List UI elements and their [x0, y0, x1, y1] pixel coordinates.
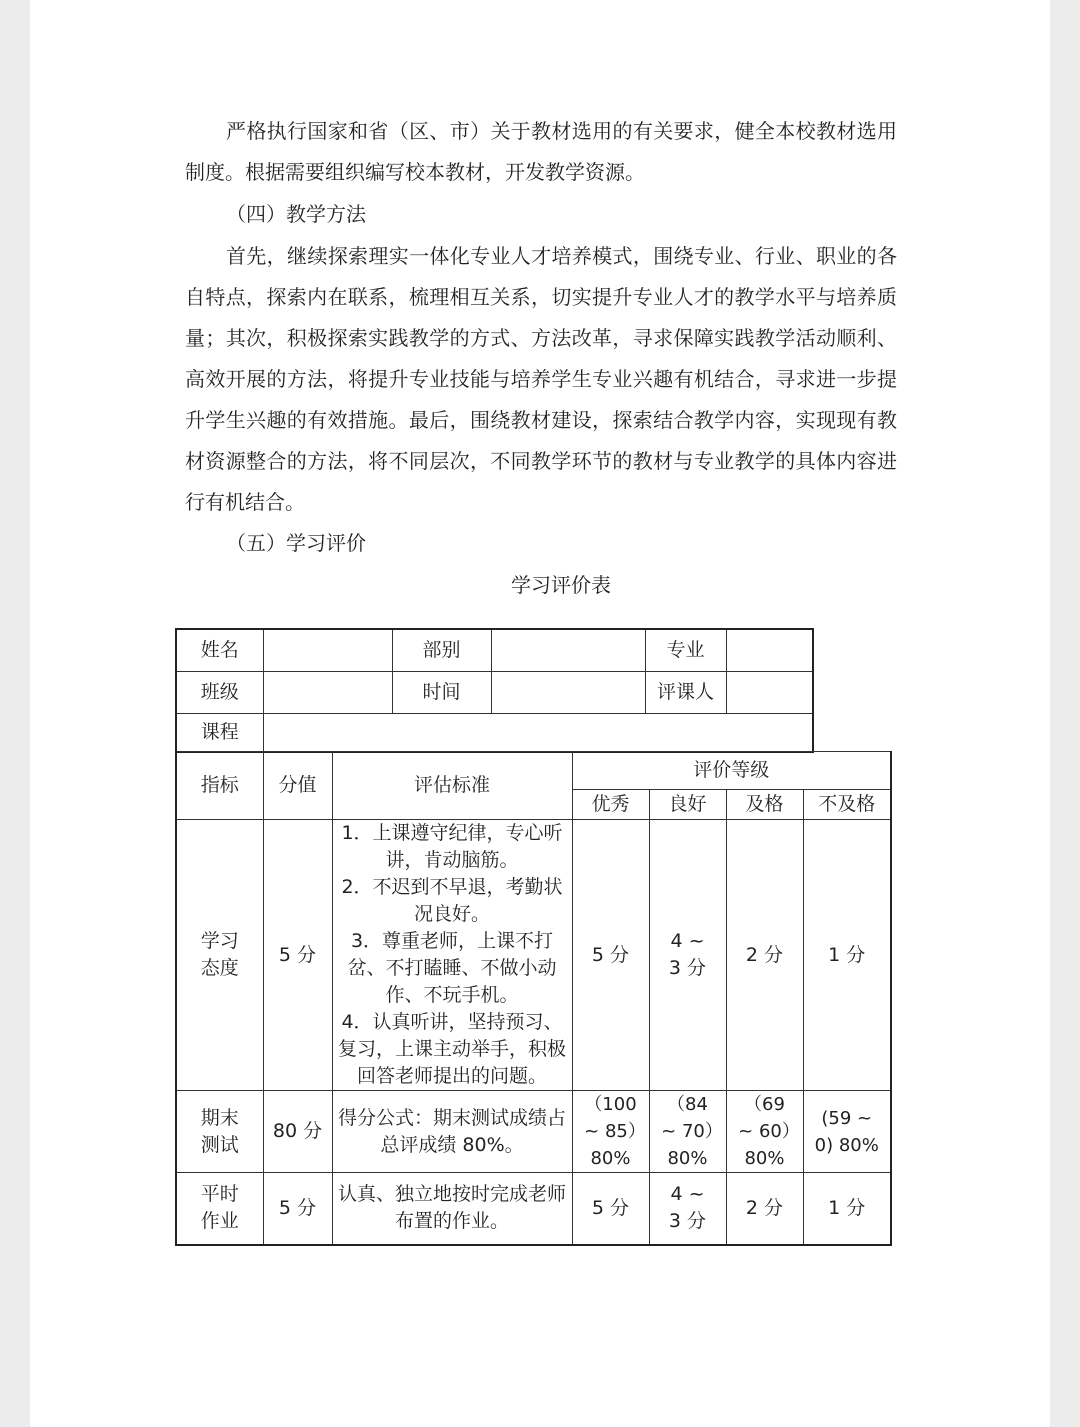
header-fail: 不及格	[803, 790, 891, 820]
label-major: 专业	[645, 629, 726, 671]
table-row	[176, 713, 813, 752]
table-row	[176, 629, 813, 671]
paragraph-textbook: 严格执行国家和省（区、市）关于教材选用的有关要求，健全本校教材选用制度。根据需要组织编写校本教材，开发教学资源。	[185, 119, 897, 184]
heading-teaching-method: （四）教学方法	[226, 202, 366, 226]
label-class: 班级	[176, 671, 263, 713]
row-indicator: 期末测试	[176, 1091, 263, 1173]
row-pass: 2 分	[726, 820, 803, 1091]
value-dept[interactable]	[491, 629, 645, 671]
label-course: 课程	[176, 713, 263, 752]
row-pass: （69 ~ 60）80%	[726, 1091, 803, 1173]
header-excellent: 优秀	[572, 790, 649, 820]
value-name[interactable]	[263, 629, 392, 671]
paragraph-teaching-method: 首先，继续探索理实一体化专业人才培养模式，围绕专业、行业、职业的各自特点，探索内在联系，梳理相互关系，切实提升专业人才的教学水平与培养质量；其次，积极探索实践教学的方式、方法改革，寻求保障实践教学活动顺利、高效开展的方法，将提升专业技能与培养学生专业兴趣有机结合，寻求进一步提升学生兴趣的有效措施。最后，围绕教材建设，探索结合教学内容，实现现有教材资源整合的方法，将不同层次，不同教学环节的教材与专业教学的具体内容进行有机结合。	[185, 244, 897, 514]
row-good: 4 ~ 3 分	[649, 1173, 726, 1245]
row-criteria: 认真、独立地按时完成老师布置的作业。	[332, 1173, 572, 1245]
row-fail: 1 分	[803, 820, 891, 1091]
row-good: （84 ~ 70）80%	[649, 1091, 726, 1173]
header-score: 分值	[263, 752, 332, 820]
value-class[interactable]	[263, 671, 392, 713]
criteria-item: 1．上课遵守纪律，专心听讲，肯动脑筋。	[341, 822, 563, 871]
row-criteria	[332, 820, 572, 1091]
row-excellent: 5 分	[572, 1173, 649, 1245]
row-pass: 2 分	[726, 1173, 803, 1245]
header-pass: 及格	[726, 790, 803, 820]
header-criteria: 评估标准	[332, 752, 572, 820]
value-reviewer[interactable]	[726, 671, 813, 713]
table-row	[176, 671, 813, 713]
header-grade: 评价等级	[572, 752, 891, 790]
value-major[interactable]	[726, 629, 813, 671]
row-good: 4 ~ 3 分	[649, 820, 726, 1091]
row-score: 5 分	[263, 820, 332, 1091]
table-title: 学习评价表	[511, 573, 611, 597]
criteria-item: 2．不迟到不早退，考勤状况良好。	[341, 876, 563, 925]
table-row	[176, 752, 891, 790]
row-fail: (59 ~ 0) 80%	[803, 1091, 891, 1173]
table-row	[176, 820, 891, 1091]
criteria-item: 4．认真听讲，坚持预习、复习，上课主动举手，积极回答老师提出的问题。	[337, 1011, 566, 1087]
row-fail: 1 分	[803, 1173, 891, 1245]
row-criteria: 得分公式：期末测试成绩占总评成绩 80%。	[332, 1091, 572, 1173]
row-indicator: 平时作业	[176, 1173, 263, 1245]
row-indicator: 学习态度	[176, 820, 263, 1091]
label-name: 姓名	[176, 629, 263, 671]
header-good: 良好	[649, 790, 726, 820]
heading-learning-evaluation: （五）学习评价	[226, 531, 366, 555]
table-row	[176, 1173, 891, 1245]
evaluation-grid	[175, 751, 892, 1246]
label-reviewer: 评课人	[645, 671, 726, 713]
value-course[interactable]	[263, 713, 813, 752]
row-score: 80 分	[263, 1091, 332, 1173]
label-time: 时间	[392, 671, 491, 713]
label-dept: 部别	[392, 629, 491, 671]
value-time[interactable]	[491, 671, 645, 713]
document-page	[30, 0, 1050, 1427]
criteria-item: 3．尊重老师，上课不打岔、不打瞌睡、不做小动作、不玩手机。	[347, 930, 557, 1006]
row-excellent: 5 分	[572, 820, 649, 1091]
row-excellent: （100 ~ 85）80%	[572, 1091, 649, 1173]
evaluation-table	[175, 628, 814, 753]
table-row	[176, 1091, 891, 1173]
row-score: 5 分	[263, 1173, 332, 1245]
header-indicator: 指标	[176, 752, 263, 820]
